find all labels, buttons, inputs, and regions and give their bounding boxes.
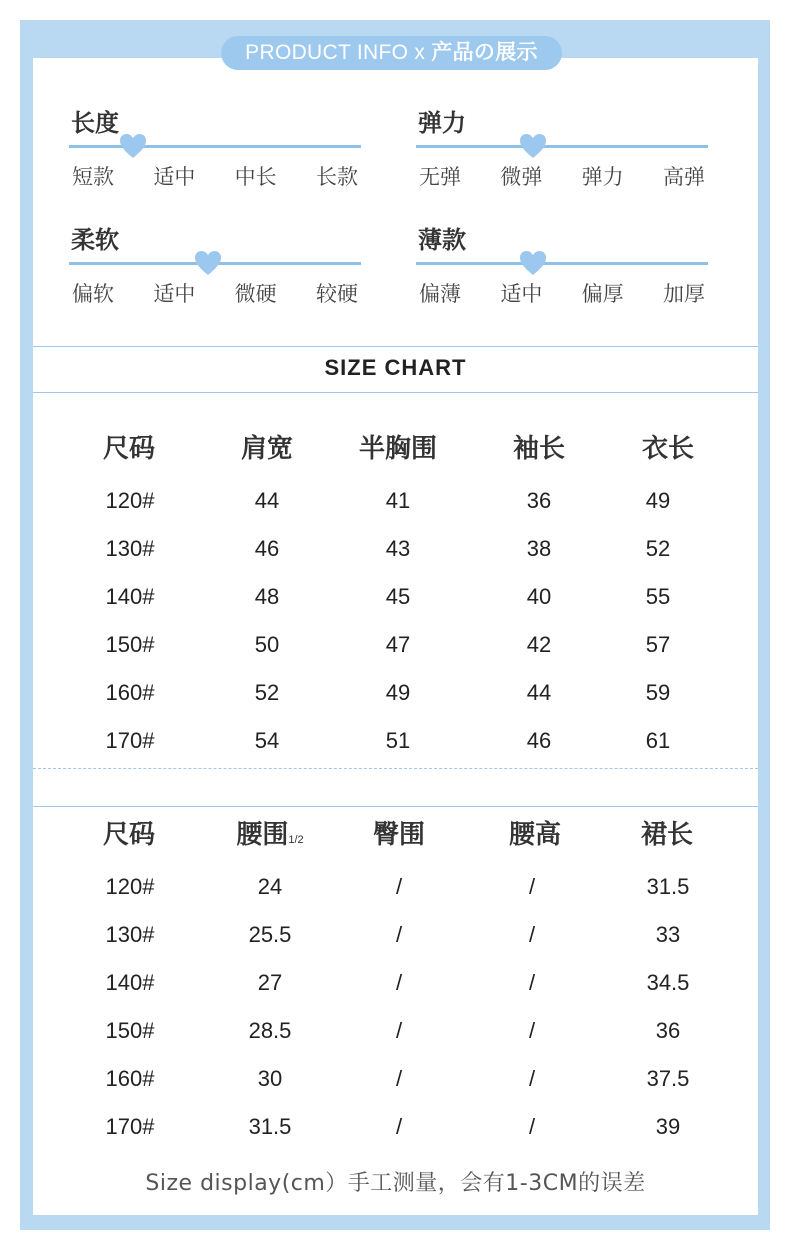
table-cell: 28.5 — [248, 1018, 292, 1043]
table-cell: / — [395, 1066, 403, 1091]
table-cell: 51 — [385, 728, 411, 753]
column-header — [236, 814, 303, 851]
attribute-scale-line — [416, 145, 708, 148]
option-label: 高弹 — [662, 165, 705, 189]
option-label: 中长 — [234, 165, 277, 189]
attribute-title: 薄款 — [418, 226, 466, 254]
table-cell: 160# — [105, 680, 155, 705]
table-cell: 45 — [385, 584, 411, 609]
table-cell: 150# — [105, 1018, 155, 1043]
column-header: 尺码 — [102, 433, 156, 463]
column-header: 肩宽 — [240, 433, 294, 463]
heart-icon — [519, 133, 547, 159]
divider — [33, 392, 758, 393]
option-label: 适中 — [153, 165, 196, 189]
option-label: 较硬 — [315, 282, 358, 306]
option-label: 长款 — [315, 165, 358, 189]
table-header-row — [33, 428, 758, 488]
table-cell: 43 — [385, 536, 411, 561]
column-header: 袖长 — [512, 433, 566, 463]
divider — [33, 806, 758, 807]
table-cell: 24 — [257, 874, 283, 899]
column-header: 半胸围 — [358, 433, 438, 463]
table-cell: 50 — [254, 632, 280, 657]
table-cell: 61 — [645, 728, 671, 753]
table-cell: 59 — [645, 680, 671, 705]
table-cell: 31.5 — [646, 874, 690, 899]
column-header: 腰高 — [508, 819, 562, 849]
divider — [33, 346, 758, 347]
table-cell: 48 — [254, 584, 280, 609]
table-cell: 52 — [645, 536, 671, 561]
column-header: 衣长 — [641, 433, 695, 463]
table-cell: / — [528, 1114, 536, 1139]
table-cell: / — [528, 922, 536, 947]
option-label: 偏薄 — [419, 282, 461, 306]
table-cell: 150# — [105, 632, 155, 657]
table-cell: 46 — [526, 728, 552, 753]
table-cell: 36 — [655, 1018, 681, 1043]
table-cell: 57 — [645, 632, 671, 657]
table-cell: / — [395, 874, 403, 899]
heart-icon — [119, 133, 147, 159]
table-cell: 34.5 — [646, 970, 690, 995]
table-row — [33, 488, 758, 536]
table-row — [33, 584, 758, 632]
attribute-scale-line — [69, 145, 361, 148]
table-cell: 46 — [254, 536, 280, 561]
size-chart-title: SIZE CHART — [324, 355, 467, 380]
header-pill — [221, 36, 562, 70]
option-label: 弹力 — [581, 165, 624, 189]
option-label: 无弹 — [419, 165, 461, 189]
table-cell: 140# — [105, 584, 155, 609]
header-english: PRODUCT INFO — [245, 41, 409, 64]
table-row — [33, 1066, 758, 1114]
table-cell: 38 — [526, 536, 552, 561]
table-cell: 33 — [655, 922, 681, 947]
table-cell: / — [395, 1018, 403, 1043]
table-cell: 120# — [105, 874, 155, 899]
table-row — [33, 874, 758, 922]
header-separator: x — [414, 41, 426, 64]
attribute-title: 长度 — [71, 109, 119, 137]
header-chinese: 产品の展示 — [431, 41, 538, 64]
column-header-text: 腰围 — [236, 819, 289, 849]
table-row — [33, 680, 758, 728]
column-header-subscript: 1/2 — [288, 834, 304, 846]
table-cell: / — [528, 1018, 536, 1043]
column-header: 裙长 — [640, 819, 694, 849]
table-cell: 54 — [254, 728, 280, 753]
column-header: 臀围 — [372, 819, 426, 849]
table-cell: 30 — [257, 1066, 283, 1091]
table-cell: / — [395, 1114, 403, 1139]
table-cell: 120# — [105, 488, 155, 513]
option-label: 微弹 — [500, 165, 543, 189]
table-cell: / — [395, 970, 403, 995]
option-label: 短款 — [72, 165, 114, 189]
table-cell: 25.5 — [248, 922, 292, 947]
table-header-row — [33, 814, 758, 874]
table-cell: 130# — [105, 536, 155, 561]
table-row — [33, 536, 758, 584]
table-cell: 52 — [254, 680, 280, 705]
table-cell: 49 — [645, 488, 671, 513]
table-cell: 27 — [257, 970, 283, 995]
table-cell: 42 — [526, 632, 552, 657]
table-cell: 49 — [385, 680, 411, 705]
attribute-options — [416, 161, 708, 191]
size-footnote: Size display(cm）手工测量，会有1-3CM的误差 — [145, 1171, 646, 1196]
table-cell: 44 — [254, 488, 280, 513]
table-cell: 160# — [105, 1066, 155, 1091]
option-label: 微硬 — [234, 282, 277, 306]
table-row — [33, 632, 758, 680]
table-cell: 31.5 — [248, 1114, 292, 1139]
table-row — [33, 970, 758, 1018]
heart-icon — [194, 250, 222, 276]
size-table-bottom — [33, 814, 758, 1162]
option-label: 加厚 — [662, 282, 705, 306]
attribute-title: 弹力 — [418, 109, 466, 137]
attribute-options — [69, 161, 361, 191]
table-cell: 40 — [526, 584, 552, 609]
table-cell: / — [528, 970, 536, 995]
table-cell: 36 — [526, 488, 552, 513]
attribute-title: 柔软 — [71, 226, 119, 254]
attribute-options — [69, 278, 361, 308]
table-cell: 41 — [385, 488, 411, 513]
table-cell: 44 — [526, 680, 552, 705]
table-cell: 47 — [385, 632, 411, 657]
table-cell: / — [528, 1066, 536, 1091]
table-cell: 170# — [105, 1114, 155, 1139]
option-label: 偏软 — [72, 282, 114, 306]
option-label: 偏厚 — [581, 282, 624, 306]
heart-icon — [519, 250, 547, 276]
table-cell: 170# — [105, 728, 155, 753]
table-cell: 140# — [105, 970, 155, 995]
option-label: 适中 — [153, 282, 196, 306]
size-table-top — [33, 428, 758, 776]
column-header: 尺码 — [102, 819, 156, 849]
table-cell: 37.5 — [646, 1066, 690, 1091]
table-cell: 55 — [645, 584, 671, 609]
table-cell: / — [528, 874, 536, 899]
attribute-options — [416, 278, 708, 308]
table-cell: 39 — [655, 1114, 681, 1139]
table-row — [33, 1114, 758, 1162]
table-cell: 130# — [105, 922, 155, 947]
attribute-scale-line — [416, 262, 708, 265]
table-row — [33, 922, 758, 970]
option-label: 适中 — [500, 282, 543, 306]
dashed-divider — [33, 768, 758, 769]
table-cell: / — [395, 922, 403, 947]
table-row — [33, 1018, 758, 1066]
